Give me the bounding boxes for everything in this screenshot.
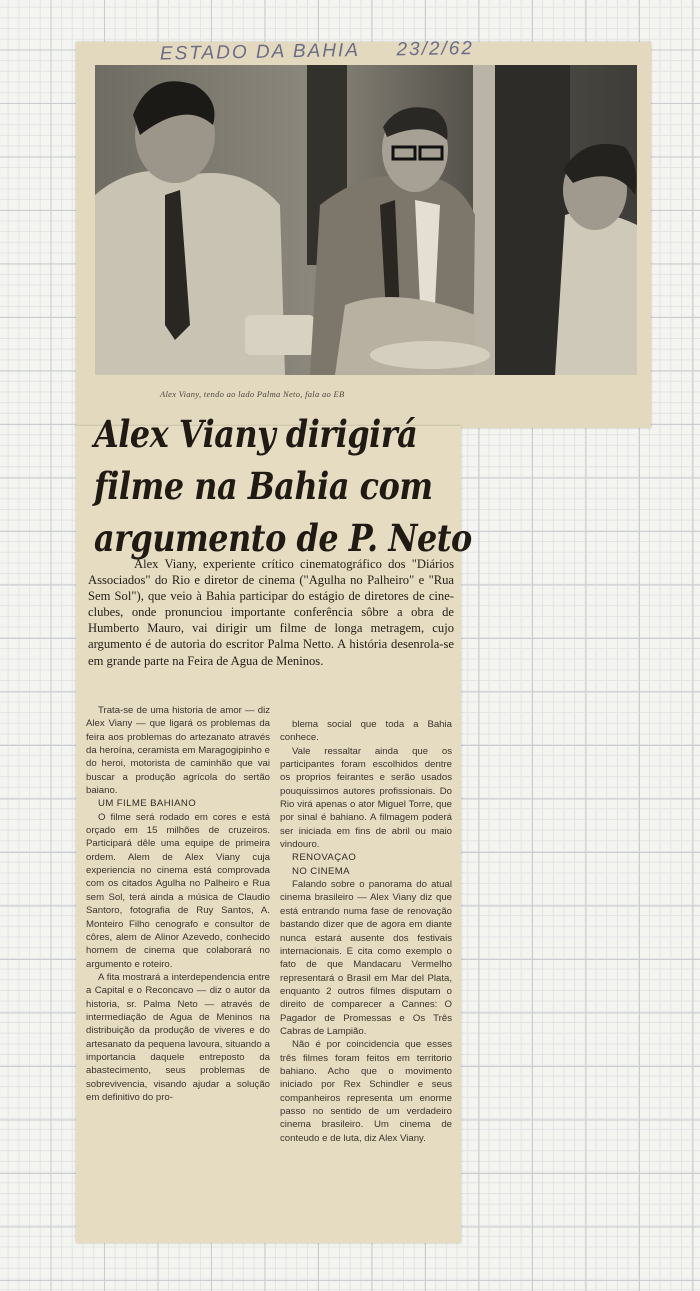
subheading: NO CINEMA xyxy=(292,865,350,877)
news-photo xyxy=(95,65,637,375)
body-paragraph: A fita mostrará a interdependencia entre a Capital e o Reconcavo — diz o autor da historia, sr. Palma Neto — através de intermediação de Agua de Meninos na distribuição da produção de viveres e do artesanato da pequena lavoura, situando a importancia daquele entreposto da abastecimento, seus problemas de sobrevivencia, visando ajudar a solução em definitivo do pro- xyxy=(86,971,270,1103)
headline-line: argumento de P. Neto xyxy=(94,516,472,560)
article-lead xyxy=(88,556,454,669)
lead-paragraph: Alex Viany, experiente crítico cinematográfico dos "Diários Associados" do Rio e diretor de cinema ("Agulha no Palheiro" e "Rua Sem Sol"), que veio à Bahia participar do estágio de diretores de cine-clubes, onde pronunciou importante conferência sôbre a obra de Humberto Mauro, vai dirigir um filme de longa metragem, cujo argumento é de autoria do escritor Palma Netto. A história desenrola-se em grande parte na Feira de Agua de Meninos. xyxy=(88,557,454,668)
body-paragraph: blema social que toda a Bahia conhece. xyxy=(280,719,452,744)
subheading: RENOVAÇAO xyxy=(292,852,357,864)
headline-line: Alex Viany dirigirá xyxy=(94,412,418,456)
subheading: UM FILME BAHIANO xyxy=(98,798,197,810)
body-paragraph: Vale ressaltar ainda que os participantes foram escolhidos dentre os proprios feirantes e serão usados pouquissimos autores profissionais. Do Rio virá apenas o ator Miguel Torre, que por sinal é bahiano. A filmagem poderá ser iniciada em fins de abril ou maio vindouro. xyxy=(280,745,452,851)
article-headline xyxy=(94,408,472,564)
body-paragraph: Não é por coincidencia que esses três filmes foram feitos em territorio bahiano. Acho que o movimento iniciado por Rex Schindler e seus companheiros representa um enorme passo no sentido de um verdadeiro cinema brasileiro. Um cinema de conteudo e de luta, diz Alex Viany. xyxy=(280,1039,452,1144)
article-column-2 xyxy=(280,718,452,1145)
handwritten-source: ESTADO DA BAHIA xyxy=(159,40,360,65)
headline-line: filme na Bahia com xyxy=(94,464,433,508)
handwritten-date: 23/2/62 xyxy=(396,38,475,61)
photo-caption: Alex Viany, tendo ao lado Palma Neto, fala ao EB xyxy=(160,389,345,399)
body-paragraph: Falando sobre o panorama do atual cinema brasileiro — Alex Viany diz que está entrando numa fase de renovação bastando dizer que de agora em diante nunca estará ausente dos festivais internacionais. E cita como exemplo o fato de que Mandacaru Vermelho representará o Brasil em Mar del Plata, enquanto 2 outros filmes disputam o direito de comparecer a Cannes: O Pagador de Promessas e Os Três Cabras de Lampião. xyxy=(280,879,452,1037)
article-column-1 xyxy=(86,704,270,1104)
body-paragraph: O filme será rodado em cores e está orçado em 15 milhões de cruzeiros. Participará dêle uma equipe de primeira ordem. Alem de Alex Viany cuja experiencia no cinema está comprovada com os citados Agulha no Palheiro e Rua sem Sol, terá ainda a música de Claudio Santoro, fotografia de Ruy Santos, A. Monteiro Filho cenografo e consultor de côres, alem de Alinor Azevedo, conhecido homem de cinema que colaborará no argumento e roteiro. xyxy=(86,811,270,970)
photo-illustration xyxy=(95,65,637,375)
body-paragraph: Trata-se de uma historia de amor — diz Alex Viany — que ligará os problemas da feira aos problemas do artezanato através da heroína, ceramista em Maragogipinho e do heroi, motorista de caminhão que vai buscar a produção agrícola do sertão baiano. xyxy=(86,705,270,797)
